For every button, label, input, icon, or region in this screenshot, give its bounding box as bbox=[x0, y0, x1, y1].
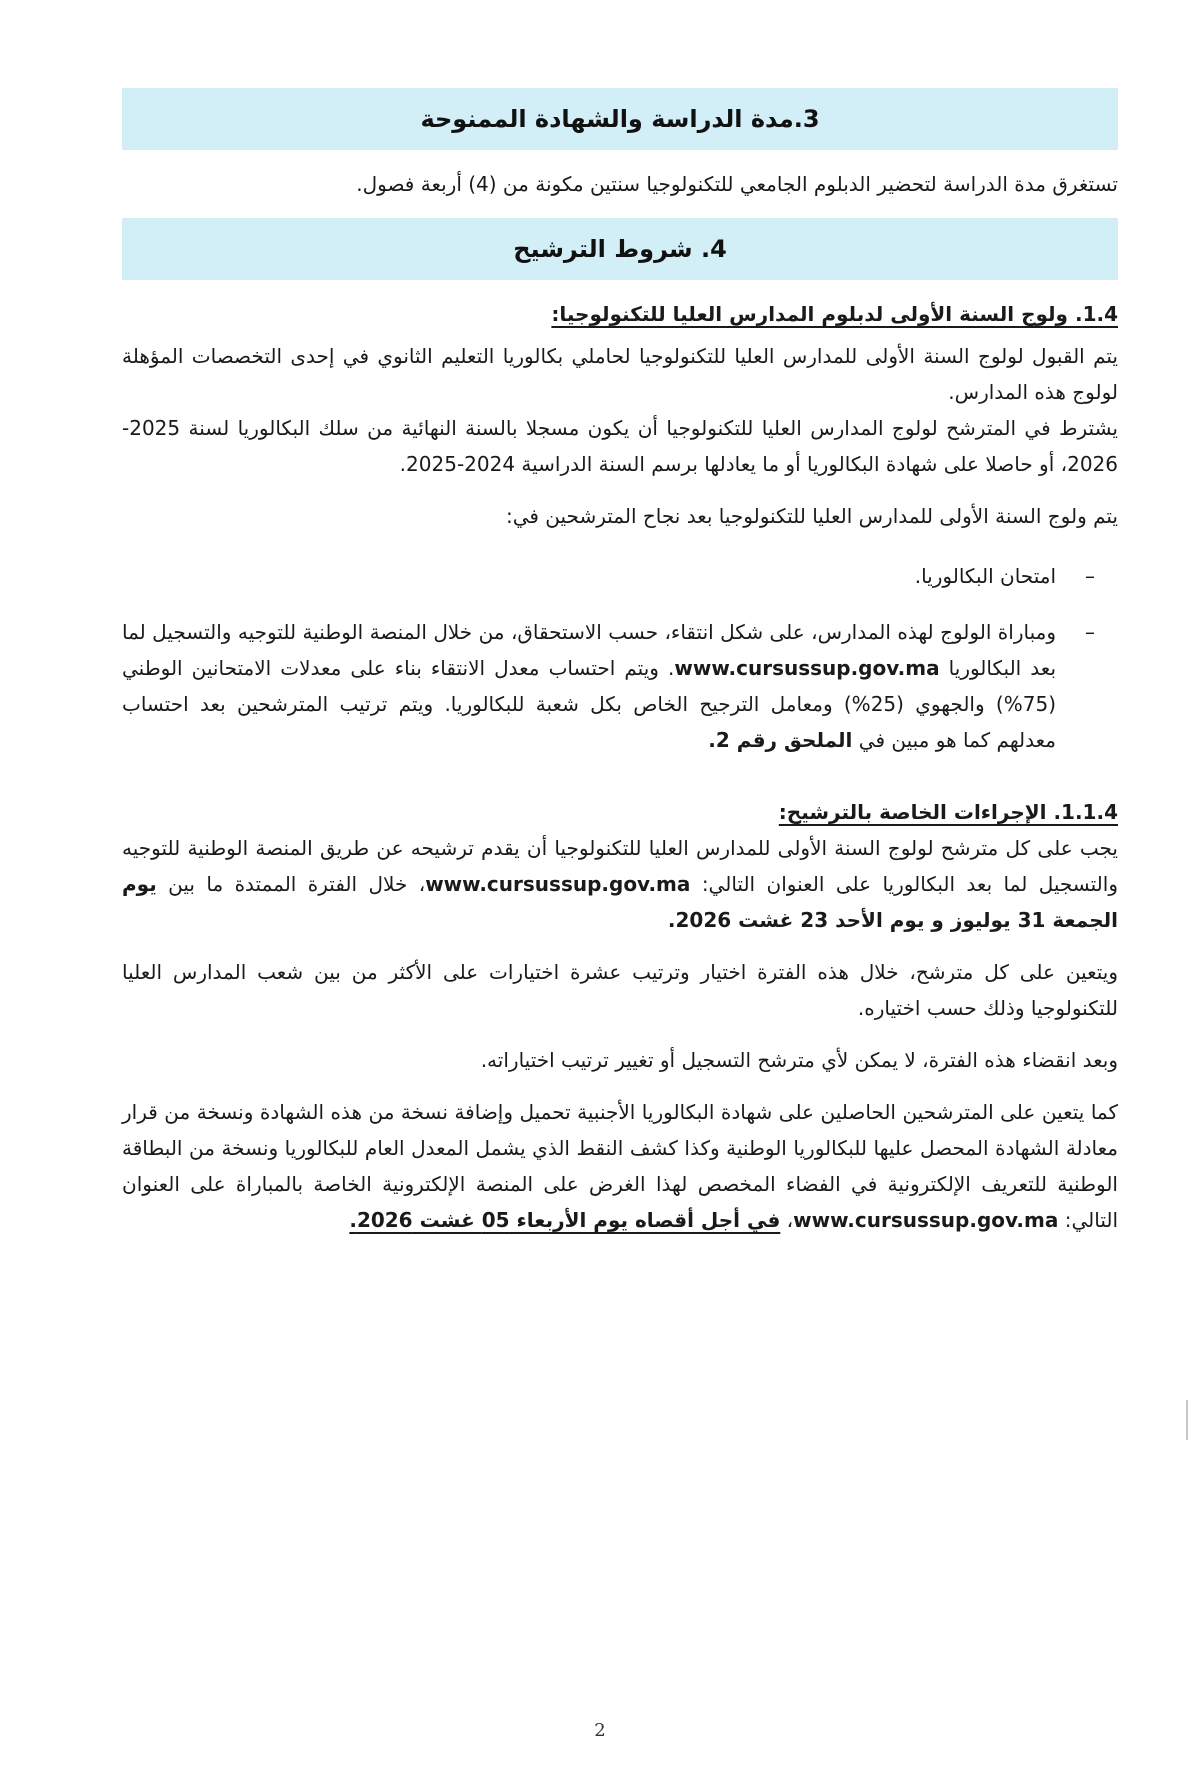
subsection-1-4-paragraph-1: يتم القبول لولوج السنة الأولى للمدارس العليا للتكنولوجيا لحاملي بكالوريا التعليم الثانوي في إحدى التخصصات المؤهلة لولوج هذه المدارس. bbox=[122, 344, 1118, 404]
subsection-1-1-4-heading: 1.1.4. الإجراءات الخاصة بالترشيح: bbox=[778, 800, 1118, 824]
deadline-text: في أجل أقصاه يوم الأربعاء 05 غشت 2026. bbox=[349, 1208, 781, 1232]
scan-edge-mark bbox=[1186, 1400, 1188, 1440]
list-item bbox=[122, 558, 1118, 594]
list-item-text: امتحان البكالوريا. bbox=[914, 564, 1056, 588]
subsection-1-1-4-paragraph-3: وبعد انقضاء هذه الفترة، لا يمكن لأي مترشح التسجيل أو تغيير ترتيب اختياراته. bbox=[480, 1048, 1118, 1072]
paragraph-text: يجب على كل مترشح لولوج السنة الأولى للمدارس العليا للتكنولوجيا أن يقدم ترشيحه عن طريق المنصة الوطنية للتوجيه والتسجيل لما بعد البكالوريا على العنوان التالي: bbox=[122, 836, 1118, 896]
annex-reference: الملحق رقم 2. bbox=[708, 728, 853, 752]
list-item bbox=[122, 614, 1118, 758]
cursussup-link[interactable]: www.cursussup.gov.ma bbox=[674, 656, 940, 680]
dash-bullet-icon: – bbox=[1085, 620, 1095, 644]
section-4-heading: 4. شروط الترشيح bbox=[513, 235, 727, 263]
section-3-heading-bar bbox=[122, 88, 1118, 150]
subsection-1-4-paragraph-3: يتم ولوج السنة الأولى للمدارس العليا للتكنولوجيا بعد نجاح المترشحين في: bbox=[505, 504, 1118, 528]
dash-bullet-icon: – bbox=[1085, 564, 1095, 588]
subsection-1-4-heading: 1.4. ولوج السنة الأولى لدبلوم المدارس العليا للتكنولوجيا: bbox=[551, 302, 1118, 326]
list-item-text: ومباراة الولوج لهذه المدارس، على شكل انتقاء، حسب الاستحقاق، من خلال المنصة الوطنية للتوجيه والتسجيل لما بعد البكالوريا bbox=[122, 620, 1057, 680]
subsection-1-4-paragraph-2: يشترط في المترشح لولوج المدارس العليا للتكنولوجيا أن يكون مسجلا بالسنة النهائية من سلك البكالوريا لسنة 2025-2026، أو حاصلا على شهادة البكالوريا أو ما يعادلها برسم السنة الدراسية 2024-2025. bbox=[122, 416, 1118, 476]
page-number: 2 bbox=[594, 1720, 606, 1741]
subsection-1-1-4-paragraph-4 bbox=[122, 1094, 1118, 1238]
admission-requirements-list bbox=[122, 558, 1118, 758]
list-item-text-cont: . ويتم احتساب معدل الانتقاء بناء على معدلات الامتحانين الوطني (75%) والجهوي (25%) ومعامل الترجيح الخاص بكل شعبة للبكالوريا. ويتم ترتيب المترشحين بعد احتساب معدلهم كما هو مبين في bbox=[122, 656, 1056, 752]
cursussup-link[interactable]: www.cursussup.gov.ma bbox=[793, 1208, 1059, 1232]
subsection-1-1-4-paragraph-1 bbox=[122, 830, 1118, 938]
paragraph-text: كما يتعين على المترشحين الحاصلين على شهادة البكالوريا الأجنبية تحميل وإضافة نسخة من هذه الشهادة ونسخة من قرار معادلة الشهادة المحصل عليها للبكالوريا الوطنية وكذا كشف النقط الذي يشمل المعدل العام للبكالوريا ونسخة من البطاقة الوطنية للتعريف الإلكترونية في الفضاء المخصص لهذا الغرض على المنصة الإلكترونية الخاصة بالمباراة على العنوان التالي: bbox=[122, 1100, 1118, 1232]
subsection-1-1-4-paragraph-2: ويتعين على كل مترشح، خلال هذه الفترة اختيار وترتيب عشرة اختيارات على الأكثر من بين شعب المدارس العليا للتكنولوجيا وذلك حسب اختياره. bbox=[122, 960, 1118, 1020]
section-4-heading-bar bbox=[122, 218, 1118, 280]
page-content bbox=[122, 88, 1118, 1238]
section-3-heading: 3.مدة الدراسة والشهادة الممنوحة bbox=[420, 105, 820, 133]
paragraph-text-cont: ، bbox=[780, 1208, 794, 1232]
section-3-paragraph: تستغرق مدة الدراسة لتحضير الدبلوم الجامعي للتكنولوجيا سنتين مكونة من (4) أربعة فصول. bbox=[356, 172, 1118, 196]
paragraph-text-cont: ، خلال الفترة الممتدة ما بين bbox=[156, 872, 426, 896]
cursussup-link[interactable]: www.cursussup.gov.ma bbox=[425, 872, 691, 896]
application-period: يوم الجمعة 31 يوليوز و يوم الأحد 23 غشت 2026. bbox=[122, 872, 1118, 932]
